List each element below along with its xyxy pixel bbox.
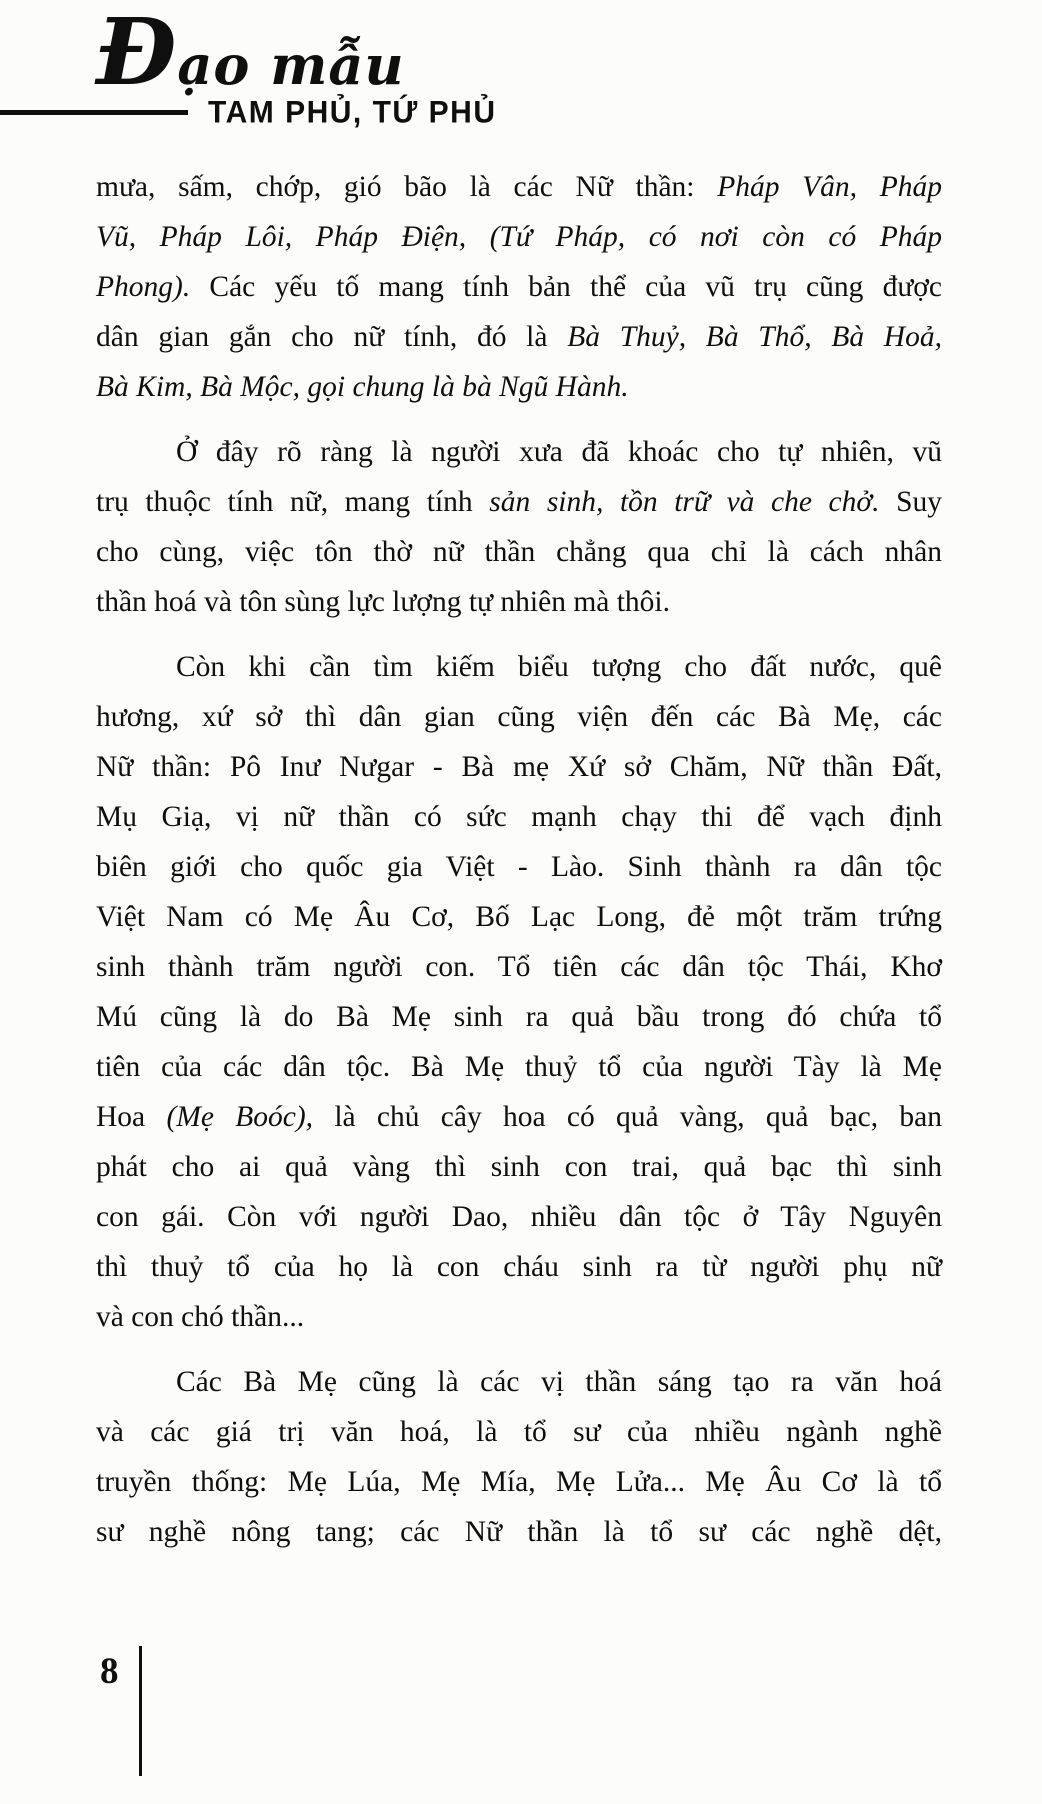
text-segment: Pháp Vân, Pháp xyxy=(717,170,942,203)
section-title: TAM PHỦ, TỨ PHỦ xyxy=(208,94,497,130)
text-segment: sinh thành trăm người con. Tổ tiên các dân tộc Thái, Khơ xyxy=(96,950,942,983)
text-segment: Hoa xyxy=(96,1100,167,1133)
text-segment: mưa, sấm, chớp, gió bão là các Nữ thần: xyxy=(96,170,718,203)
text-segment: và các giá trị văn hoá, là tổ sư của nhiều ngành nghề xyxy=(96,1415,942,1448)
text-line xyxy=(96,362,942,412)
text-segment: Các yếu tố mang tính bản thể của vũ trụ cũng được xyxy=(190,270,942,303)
text-segment: Ở đây rõ ràng là người xưa đã khoác cho tự nhiên, vũ xyxy=(176,435,942,468)
text-segment: là chủ cây hoa có quả vàng, quả bạc, ban xyxy=(313,1100,942,1133)
text-segment: Phong). xyxy=(96,270,191,303)
paragraph xyxy=(96,642,942,1342)
text-segment: trụ thuộc tính nữ, mang tính xyxy=(96,485,490,518)
text-line xyxy=(96,577,942,627)
text-segment: và con chó thần... xyxy=(96,1300,305,1333)
text-line xyxy=(96,427,942,477)
text-line xyxy=(96,527,942,577)
text-line xyxy=(96,312,942,362)
text-line xyxy=(96,642,942,692)
text-segment: Mụ Giạ, vị nữ thần có sức mạnh chạy thi để vạch định xyxy=(96,800,942,833)
text-line xyxy=(96,692,942,742)
text-segment: truyền thống: Mẹ Lúa, Mẹ Mía, Mẹ Lửa... Mẹ Âu Cơ là tổ xyxy=(96,1465,942,1498)
text-line xyxy=(96,1092,942,1142)
text-line xyxy=(96,1457,942,1507)
text-segment: Bà Thuỷ, Bà Thổ, Bà Hoả, xyxy=(567,320,942,353)
text-line xyxy=(96,892,942,942)
text-line xyxy=(96,842,942,892)
page-number: 8 xyxy=(100,1651,119,1692)
text-line xyxy=(96,792,942,842)
page-header xyxy=(0,0,1042,130)
text-line xyxy=(96,942,942,992)
text-segment: Mú cũng là do Bà Mẹ sinh ra quả bầu trong đó chứa tổ xyxy=(96,1000,942,1033)
book-title-logo: Đạo mẫu xyxy=(96,0,405,106)
text-segment: Suy xyxy=(879,485,942,518)
text-segment: (Mẹ Boóc), xyxy=(166,1100,314,1133)
text-line xyxy=(96,1042,942,1092)
paragraph xyxy=(96,1357,942,1557)
text-segment: con gái. Còn với người Dao, nhiều dân tộc ở Tây Nguyên xyxy=(96,1200,942,1233)
text-segment: Bà Kim, Bà Mộc, gọi chung là bà Ngũ Hành. xyxy=(96,370,629,403)
text-line xyxy=(96,1292,942,1342)
text-segment: Các Bà Mẹ cũng là các vị thần sáng tạo ra văn hoá xyxy=(176,1365,942,1398)
text-line xyxy=(96,742,942,792)
text-segment: Vũ, Pháp Lôi, Pháp Điện, (Tứ Pháp, có nơi còn có Pháp xyxy=(96,220,942,253)
text-segment: thần hoá và tôn sùng lực lượng tự nhiên mà thôi. xyxy=(96,585,670,618)
text-segment: cho cùng, việc tôn thờ nữ thần chẳng qua chỉ là cách nhân xyxy=(96,535,942,568)
text-segment: Còn khi cần tìm kiếm biểu tượng cho đất nước, quê xyxy=(176,650,942,683)
text-line xyxy=(96,477,942,527)
text-line xyxy=(96,162,942,212)
text-segment: biên giới cho quốc gia Việt - Lào. Sinh thành ra dân tộc xyxy=(96,850,942,883)
text-line xyxy=(96,1357,942,1407)
text-segment: sản sinh, tồn trữ và che chở. xyxy=(489,485,880,518)
text-line xyxy=(96,1192,942,1242)
text-line xyxy=(96,262,942,312)
body-text xyxy=(96,162,942,1557)
paragraph xyxy=(96,162,942,412)
text-segment: Việt Nam có Mẹ Âu Cơ, Bố Lạc Long, đẻ một trăm trứng xyxy=(96,900,942,933)
paragraph xyxy=(96,427,942,627)
text-line xyxy=(96,1242,942,1292)
text-segment: Nữ thần: Pô Inư Nưgar - Bà mẹ Xứ sở Chăm, Nữ thần Đất, xyxy=(96,750,942,783)
text-line xyxy=(96,1142,942,1192)
text-segment: phát cho ai quả vàng thì sinh con trai, quả bạc thì sinh xyxy=(96,1150,942,1183)
text-segment: tiên của các dân tộc. Bà Mẹ thuỷ tổ của người Tày là Mẹ xyxy=(96,1050,942,1083)
text-segment: thì thuỷ tổ của họ là con cháu sinh ra từ người phụ nữ xyxy=(96,1250,942,1283)
text-line xyxy=(96,1507,942,1557)
footer-vertical-rule xyxy=(139,1646,142,1776)
text-line xyxy=(96,212,942,262)
text-line xyxy=(96,992,942,1042)
text-line xyxy=(96,1407,942,1457)
text-segment: hương, xứ sở thì dân gian cũng viện đến các Bà Mẹ, các xyxy=(96,700,942,733)
header-rule xyxy=(0,110,188,115)
text-segment: dân gian gắn cho nữ tính, đó là xyxy=(96,320,568,353)
text-segment: sư nghề nông tang; các Nữ thần là tổ sư các nghề dệt, xyxy=(96,1515,942,1548)
